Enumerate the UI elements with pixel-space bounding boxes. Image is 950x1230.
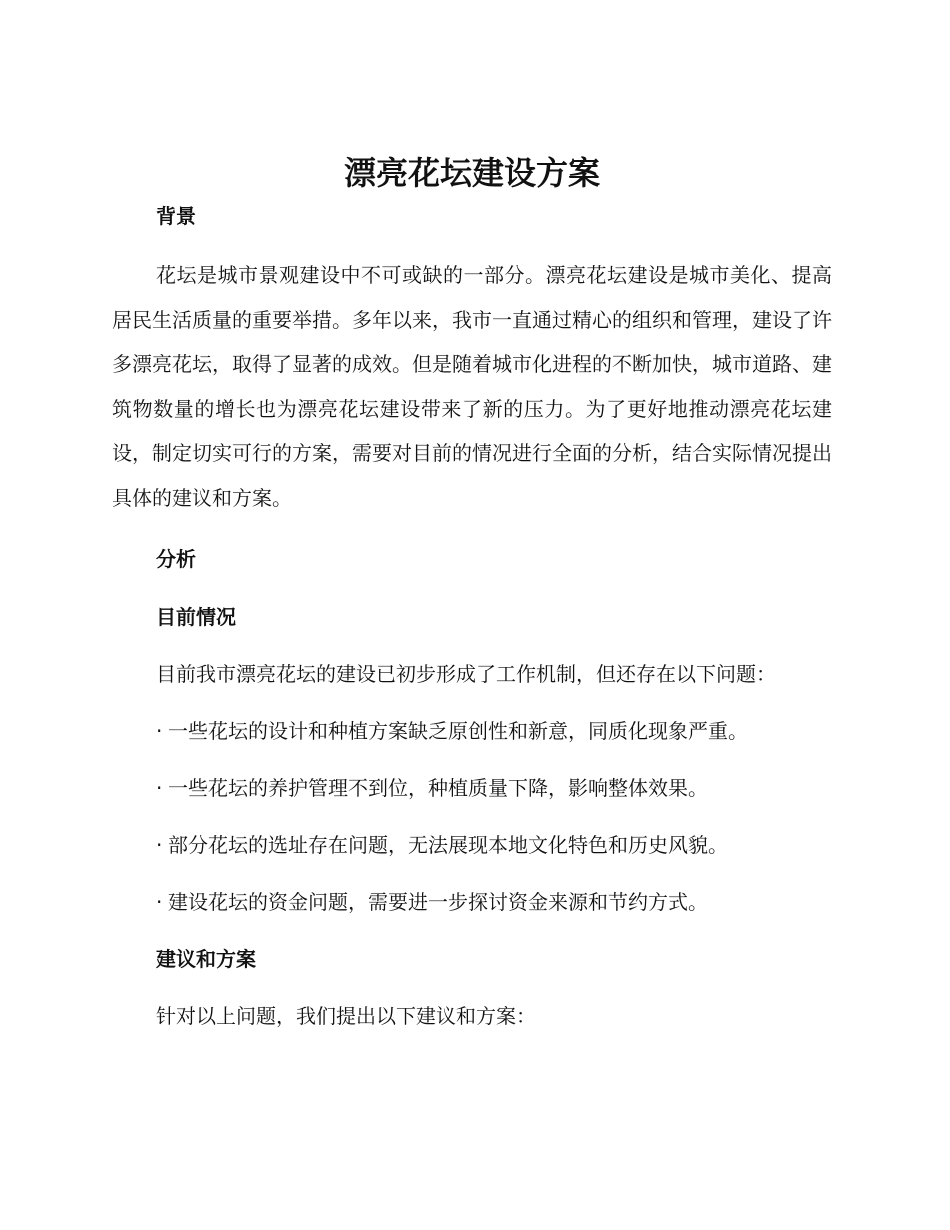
analysis-heading: 分析 — [156, 546, 196, 571]
bullet-dot: · — [156, 889, 163, 914]
list-item-text: 一些花坛的设计和种植方案缺乏原创性和新意，同质化现象严重。 — [168, 718, 748, 743]
document-title: 漂亮花坛建设方案 — [343, 154, 600, 192]
problem-list — [112, 717, 832, 916]
bullet-dot: · — [156, 718, 163, 743]
list-item — [112, 831, 832, 859]
suggestions-intro: 针对以上问题，我们提出以下建议和方案： — [156, 1003, 536, 1028]
background-heading: 背景 — [156, 204, 196, 228]
bullet-dot: · — [156, 832, 163, 857]
suggestions-heading: 建议和方案 — [156, 946, 256, 971]
current-situation-heading: 目前情况 — [156, 604, 236, 629]
list-item — [112, 774, 832, 802]
current-intro: 目前我市漂亮花坛的建设已初步形成了工作机制，但还存在以下问题： — [156, 661, 776, 686]
list-item — [112, 888, 832, 916]
background-paragraph: 花坛是城市景观建设中不可或缺的一部分。漂亮花坛建设是城市美化、提高居民生活质量的重要举措。多年以来，我市一直通过精心的组织和管理，建设了许多漂亮花坛，取得了显著的成效。但是随着城市化进程的不断加快，城市道路、建筑物数量的增长也为漂亮花坛建设带来了新的压力。为了更好地推动漂亮花坛建设，制定切实可行的方案，需要对目前的情况进行全面的分析，结合实际情况提出具体的建议和方案。 — [112, 263, 832, 510]
document-content — [112, 150, 832, 1030]
list-item-text: 部分花坛的选址存在问题，无法展现本地文化特色和历史风貌。 — [168, 832, 728, 857]
list-item-text: 一些花坛的养护管理不到位，种植质量下降，影响整体效果。 — [168, 775, 708, 800]
bullet-dot: · — [156, 775, 163, 800]
list-item — [112, 717, 832, 745]
list-item-text: 建设花坛的资金问题，需要进一步探讨资金来源和节约方式。 — [168, 889, 708, 914]
